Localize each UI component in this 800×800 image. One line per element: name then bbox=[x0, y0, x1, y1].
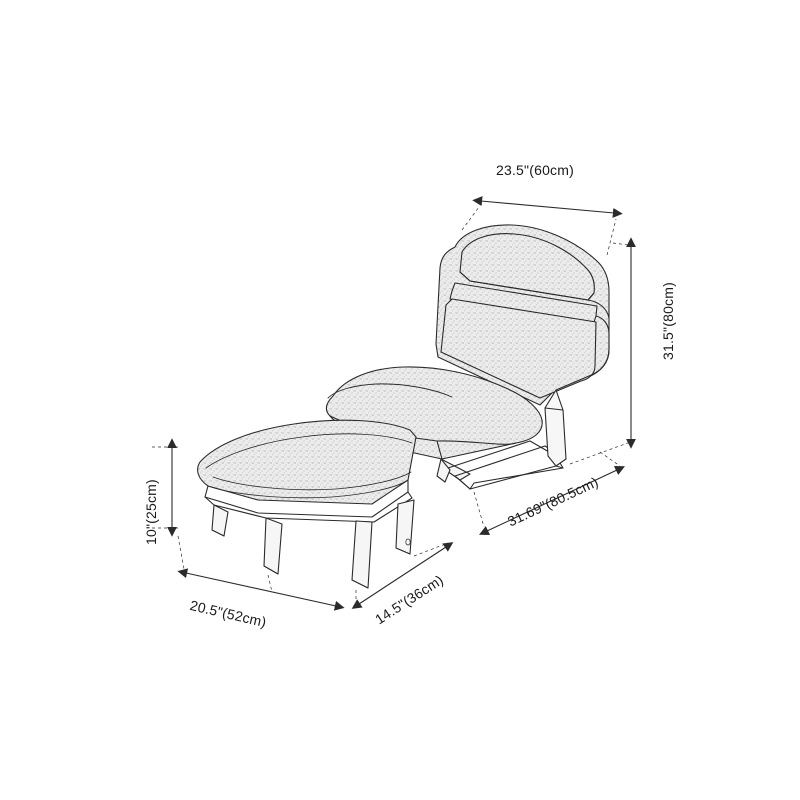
dimension-label-chair-height: 31.5"(80cm) bbox=[660, 282, 676, 360]
ottoman-drawing bbox=[198, 420, 416, 588]
dimension-label-ottoman-length: 20.5"(52cm) bbox=[188, 597, 268, 631]
dimension-label-ottoman-height: 10"(25cm) bbox=[143, 479, 159, 545]
dimension-label-chair-width: 23.5"(60cm) bbox=[496, 162, 574, 178]
dimension-label-ottoman-width: 14.5"(36cm) bbox=[372, 571, 447, 628]
dim-line-chair-width bbox=[481, 201, 614, 213]
dimension-label-chair-depth: 31.69"(80.5cm) bbox=[505, 473, 601, 530]
